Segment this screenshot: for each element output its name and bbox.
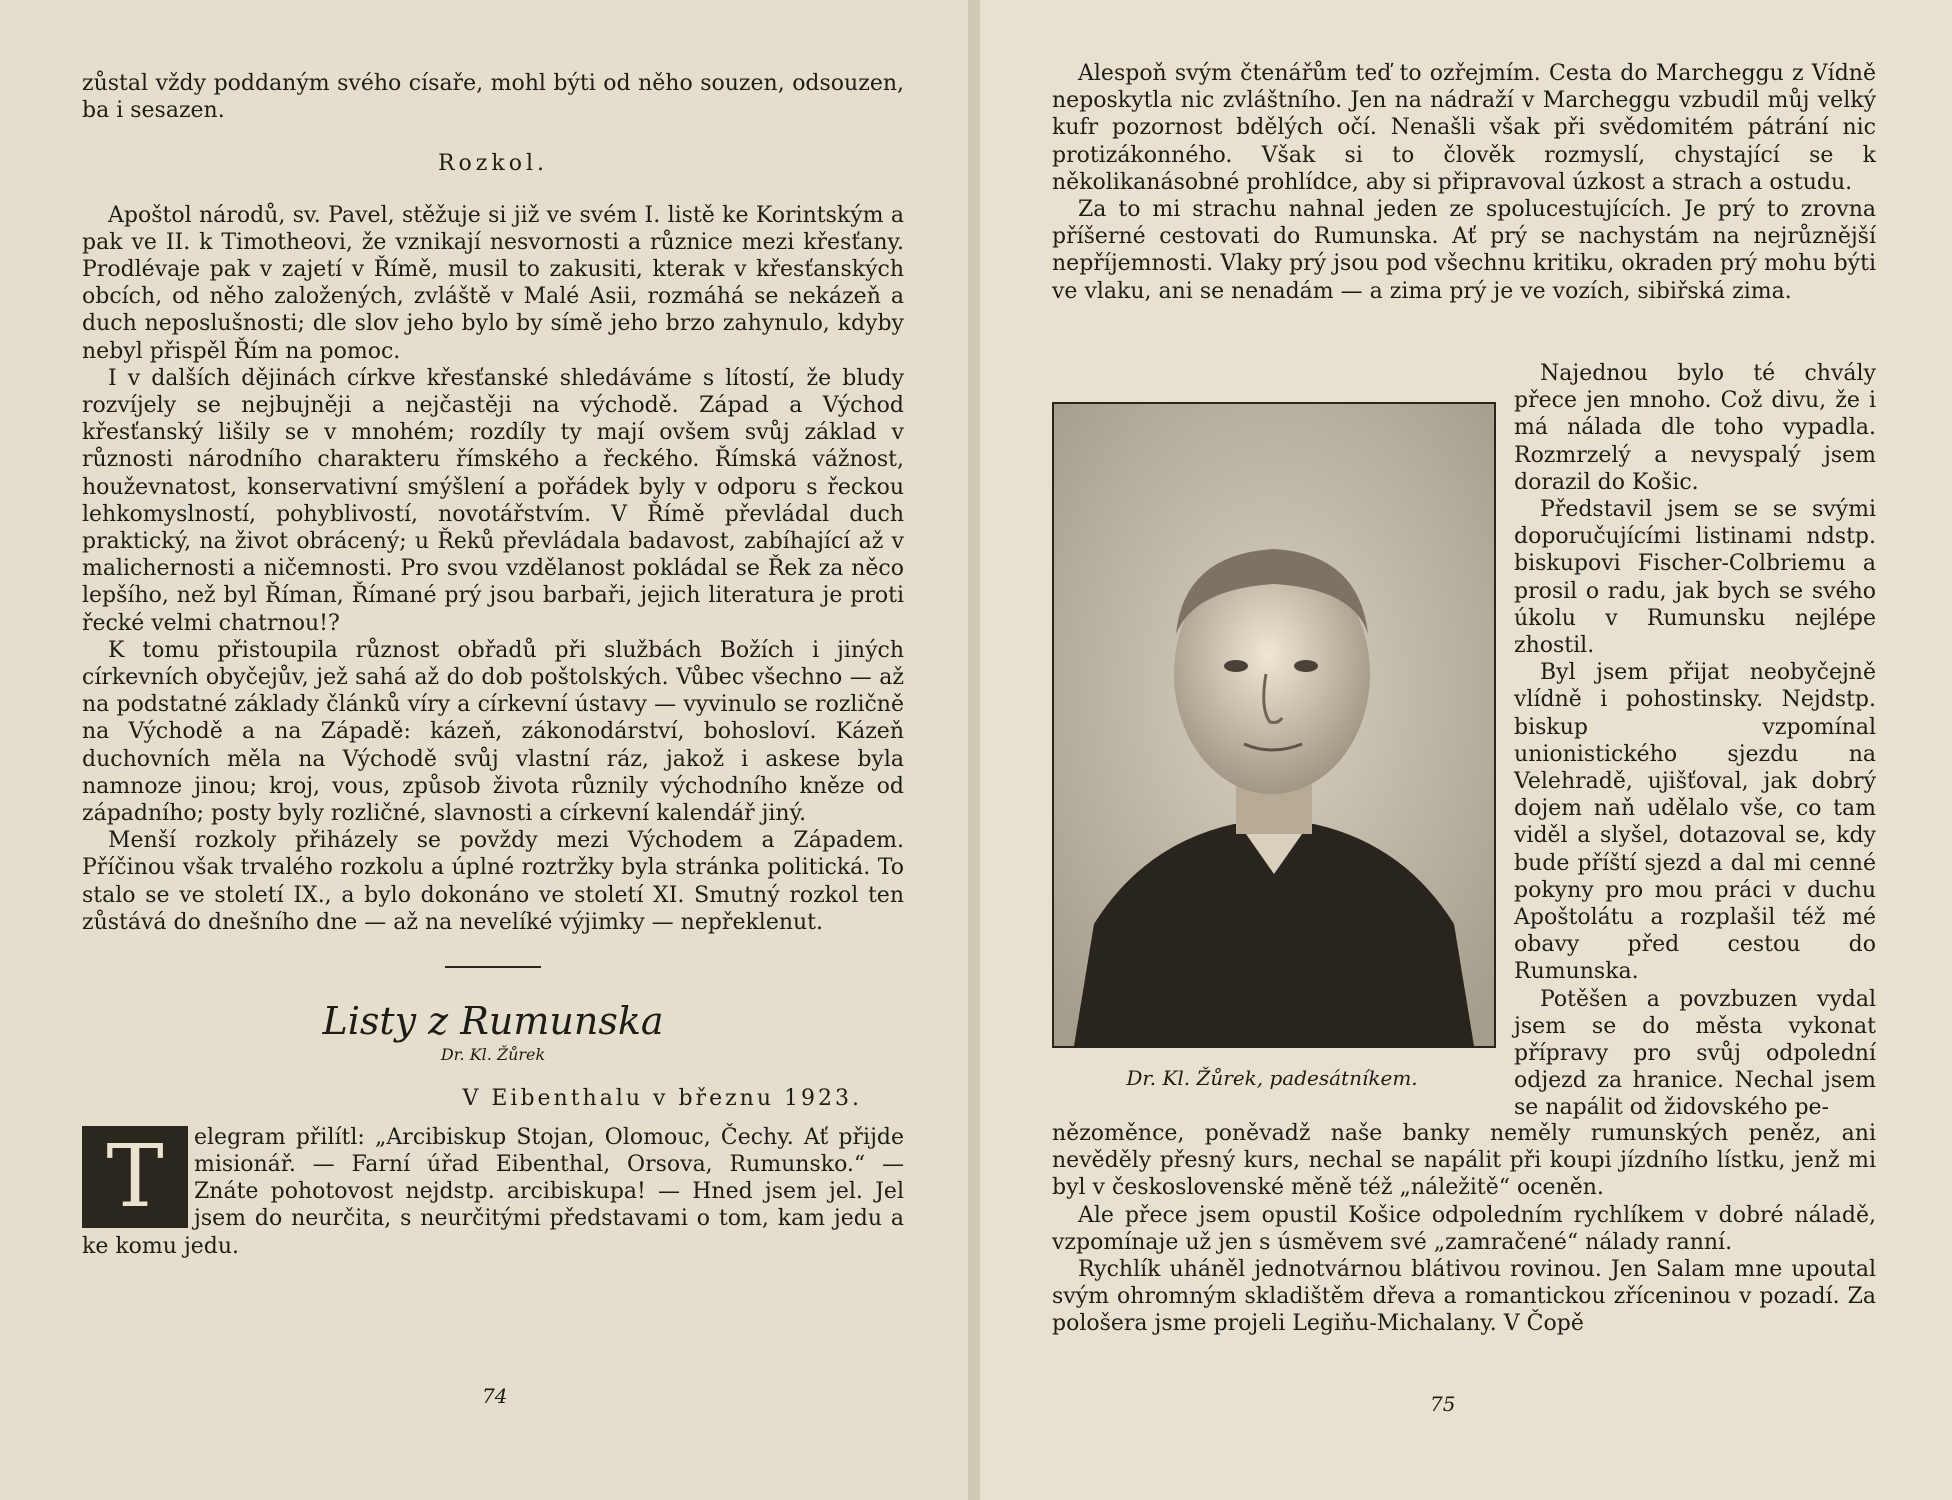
- article-title: Listy z Rumunska: [322, 999, 664, 1044]
- drop-cap: T: [82, 1126, 188, 1228]
- divider: [445, 966, 541, 968]
- photo-caption: Dr. Kl. Žůrek, padesátníkem.: [1126, 1066, 1418, 1090]
- book-gutter: [968, 0, 980, 1500]
- paragraph: Potěšen a povzbuzen vydal jsem se do města vykonat přípravy pro svůj odpolední odjezd za hranice. Nechal jsem se napálit od židovského pe-: [1514, 986, 1876, 1121]
- paragraph: Ale přece jsem opustil Košice odpoledním rychlíkem v dobré náladě, vzpomínaje už jen s úsměvem své „zamračené“ nálady ranní.: [1052, 1202, 1876, 1255]
- byline: Dr. Kl. Žůrek: [440, 1045, 546, 1065]
- paragraph: Apoštol národů, sv. Pavel, stěžuje si již ve svém I. listě ke Korintským a pak ve II. k Timotheovi, že vznikají nesvornosti a různice mezi křesťany. Prodlévaje pak v zajetí v Římě, musil to zakusiti, kterak v křesťanských obcích, od něho založených, zvláště v Malé Asii, rozmáhá se nekázeň a duch neposlušnosti; dle slov jeho bylo by símě jeho brzo zahynulo, kdyby nebyl přispěl Řím na pomoc.: [82, 202, 904, 364]
- paragraph: Rychlík uháněl jednotvárnou blátivou rovinou. Jen Salam mne upoutal svým ohromným skladištěm dřeva a romantickou zříceninou v pozadí. Za pološera jsme projeli Legiňu-Michalany. V Čopě: [1052, 1257, 1876, 1337]
- right-side-column: [1514, 360, 1876, 1122]
- opening-text: elegram přilítl: „Arcibiskup Stojan, Olomouc, Čechy. Ať přijde misionář. — Farní úřad Eibenthal, Orsova, Rumunsko.“ — Znáte pohotovost nejdstp. arcibiskupa! — Hned jsem jel. Jel jsem do neurčita, s neurčitými představami o tom, kam jedu a ke komu jedu.: [82, 1124, 904, 1259]
- page-number: 74: [482, 1384, 508, 1408]
- right-top-column: [1052, 60, 1876, 305]
- paragraph: Najednou bylo té chvály přece jen mnoho. Což divu, že i má nálada dle toho vypadla. Rozmrzelý a nevyspalý jsem dorazil do Košic.: [1514, 361, 1876, 495]
- intro-paragraph: zůstal vždy poddaným svého císaře, mohl býti od něho souzen, odsouzen, ba i sesazen.: [82, 71, 904, 124]
- paragraph: Byl jsem přijat neobyčejně vlídně i pohostinsky. Nejdstp. biskup vzpomínal unionistického sjezdu na Velehradě, ujišťoval, jak dobrý dojem naň udělalo vše, co tam viděl a slyšel, dotazoval se, kdy bude příští sjezd a dal mi cenné pokyny pro mou práci v duchu Apoštolátu a rozplašil též mé obavy před cestou do Rumunska.: [1514, 660, 1876, 985]
- paragraph: Menší rozkoly přiházely se povždy mezi Východem a Západem. Příčinou však trvalého rozkolu a úplné roztržky byla stránka politická. To stalo se ve století IX., a bylo dokonáno ve století XI. Smutný rozkol ten zůstává do dnešního dne — až na nevelíké výjimky — nepřeklenut.: [82, 828, 904, 935]
- paragraph: I v dalších dějinách církve křesťanské shledáváme s lítostí, že bludy rozvíjely se nejbujněji a nejčastěji na východě. Západ a Východ křesťanský lišily se v mnohém; rozdíly ty mají ovšem svůj základ v různosti národního charakteru římského a řeckého. Římská vážnost, houževnatost, konservativní smýšlení a pořádek byly v odporu s řeckou lehkomyslností, pohyblivostí, novotářstvím. V Římě převládal duch praktický, na život obrácený; u Řeků převládala badavost, zabíhající až v malichernosti a ničemnosti. Pro svou vzdělanost pokládal se Řek za něco lepšího, než byl Říman, Římané prý jsou barbaři, jejich literatura je proti řecké velmi chatrnou!?: [82, 365, 904, 636]
- left-page: [0, 0, 968, 1500]
- paragraph: nězoměnce, poněvadž naše banky neměly rumunských peněz, ani nevěděly přesný kurs, nechal se napálit při koupi jízdního lístku, jenž mi byl v československé měně též „náležitě“ oceněn.: [1052, 1121, 1876, 1201]
- portrait-photo: [1052, 402, 1496, 1048]
- paragraph: K tomu přistoupila různost obřadů při službách Božích i jiných církevních obyčejův, jež sahá až do dob poštolských. Vůbec všechno — až na podstatné základy článků víry a církevní ústavy — vyvinulo se rozličně na Východě a na Západě: kázeň, zákonodárství, bohosloví. Kázeň duchovních měla na Východě svůj vlastní ráz, jakož i askese byla namnoze jinou; kroj, vous, způsob života různily východního kněze od západního; posty byly rozličné, slavnosti a církevní kalendář jiný.: [82, 637, 904, 827]
- portrait-image: [1054, 404, 1494, 1046]
- section-heading: Rozkol.: [437, 151, 548, 177]
- paragraph: Představil jsem se se svými doporučujícími listinami ndstp. biskupovi Fischer-Colbriemu a prosil o radu, jak bych se svého úkolu v Rumunsku nejlépe zhostil.: [1514, 497, 1876, 659]
- right-page: [980, 0, 1952, 1500]
- opening-paragraph: [82, 1124, 904, 1260]
- page-number: 75: [1430, 1392, 1456, 1416]
- paragraph: Za to mi strachu nahnal jeden ze spolucestujících. Je prý to zrovna příšerné cestovati do Rumunska. Ať prý se nachystám na nejrůznější nepříjemnosti. Vlaky prý jsou pod všechnu kritiku, okraden prý mohu býti ve vlaku, ani se nenadám — a zima prý je ve vozích, sibiřská zima.: [1052, 197, 1876, 304]
- paragraph: Alespoň svým čtenářům teď to ozřejmím. Cesta do Marcheggu z Vídně neposkytla nic zvláštního. Jen na nádraží v Marcheggu vzbudil můj velký kufr pozornost bdělých očí. Nenašli však při svědomitém pátrání nic protizákonného. Však si to člověk rozmyslí, chystající se k několikanásobné prohlídce, aby si připravoval úzkost a strach a ostudu.: [1052, 61, 1876, 195]
- right-bottom-column: [1052, 1120, 1876, 1338]
- left-column: [82, 70, 904, 1260]
- dateline: V Eibenthalu v březnu 1923.: [462, 1085, 862, 1111]
